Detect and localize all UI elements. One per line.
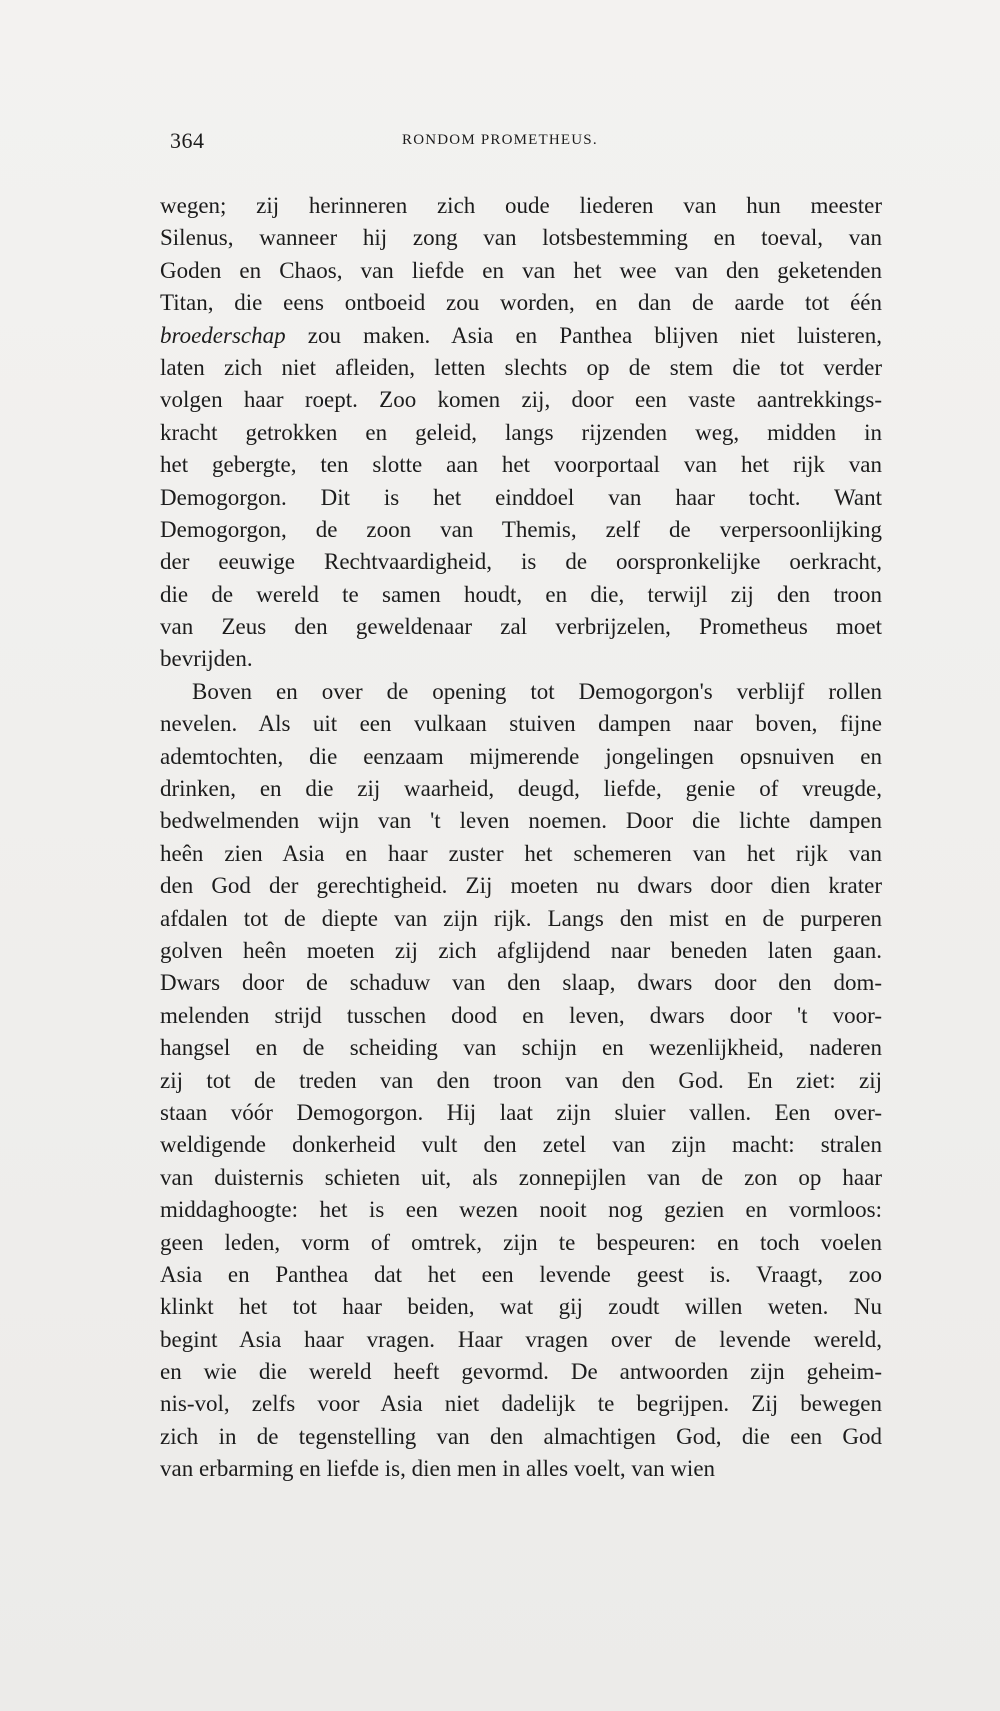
text-segment: golven heên moeten zij zich afglijdend naar beneden laten gaan.	[160, 937, 882, 963]
text-line	[160, 1129, 882, 1161]
text-line	[160, 352, 882, 384]
text-segment: hangsel en de scheiding van schijn en wezenlijkheid, naderen	[160, 1035, 882, 1061]
text-line	[160, 805, 882, 837]
text-segment: drinken, en die zij waarheid, deugd, liefde, genie of vreugde,	[160, 776, 882, 802]
text-segment: het gebergte, ten slotte aan het voorportaal van het rijk van	[160, 452, 882, 478]
text-line	[160, 579, 882, 611]
body-text	[160, 190, 882, 1486]
text-line	[160, 1259, 882, 1291]
text-segment: begint Asia haar vragen. Haar vragen over de levende wereld,	[160, 1326, 882, 1352]
text-segment: bedwelmenden wijn van 't leven noemen. Door die lichte dampen	[160, 808, 882, 834]
text-line	[160, 1032, 882, 1064]
text-segment: bevrijden.	[160, 646, 253, 672]
running-head: RONDOM PROMETHEUS.	[402, 132, 598, 148]
text-segment: middaghoogte: het is een wezen nooit nog gezien en vormloos:	[160, 1197, 882, 1223]
text-line	[160, 903, 882, 935]
text-segment: zich in de tegenstelling van den almachtigen God, die een God	[160, 1423, 882, 1449]
text-segment: volgen haar roept. Zoo komen zij, door een vaste aantrekkings-	[160, 387, 882, 413]
text-segment: Dwars door de schaduw van den slaap, dwars door den dom-	[160, 970, 882, 996]
text-line	[160, 546, 882, 578]
text-line	[160, 190, 882, 222]
text-line	[160, 1356, 882, 1388]
text-line	[160, 1162, 882, 1194]
text-line	[160, 449, 882, 481]
text-segment: Asia en Panthea dat het een levende geest is. Vraagt, zoo	[160, 1261, 882, 1287]
italic-text: broederschap	[160, 322, 286, 348]
text-line	[160, 482, 882, 514]
text-segment: weldigende donkerheid vult den zetel van zijn macht: stralen	[160, 1132, 882, 1158]
text-segment: van duisternis schieten uit, als zonnepijlen van de zon op haar	[160, 1164, 882, 1190]
text-segment: heên zien Asia en haar zuster het schemeren van het rijk van	[160, 840, 882, 866]
text-line	[160, 870, 882, 902]
text-line	[160, 643, 882, 675]
text-line	[160, 255, 882, 287]
text-segment: Boven en over de opening tot Demogorgon's verblijf rollen	[192, 678, 882, 704]
text-segment: zij tot de treden van den troon van den God. En ziet: zij	[160, 1067, 882, 1093]
text-line	[160, 676, 882, 708]
text-line	[160, 1227, 882, 1259]
text-segment: ademtochten, die eenzaam mijmerende jongelingen opsnuiven en	[160, 743, 882, 769]
text-segment: wegen; zij herinneren zich oude liederen van hun meester	[160, 193, 882, 218]
text-line	[160, 1388, 882, 1420]
text-segment: staan vóór Demogorgon. Hij laat zijn sluier vallen. Een over-	[160, 1099, 882, 1125]
page-number: 364	[170, 128, 205, 153]
text-segment: laten zich niet afleiden, letten slechts op de stem die tot verder	[160, 354, 882, 380]
text-line	[160, 320, 882, 352]
text-line	[160, 287, 882, 319]
text-segment: klinkt het tot haar beiden, wat gij zoudt willen weten. Nu	[160, 1294, 882, 1320]
text-segment: Silenus, wanneer hij zong van lotsbestemming en toeval, van	[160, 225, 882, 251]
text-segment: Demogorgon. Dit is het einddoel van haar tocht. Want	[160, 484, 882, 510]
text-segment: kracht getrokken en geleid, langs rijzenden weg, midden in	[160, 419, 882, 445]
text-segment: afdalen tot de diepte van zijn rijk. Langs den mist en de purperen	[160, 905, 882, 931]
page-header	[170, 128, 885, 158]
text-line	[160, 741, 882, 773]
text-line	[160, 708, 882, 740]
text-line	[160, 1065, 882, 1097]
text-line	[160, 1291, 882, 1323]
text-segment: Goden en Chaos, van liefde en van het wee van den geketenden	[160, 257, 882, 283]
text-segment: geen leden, vorm of omtrek, zijn te bespeuren: en toch voelen	[160, 1229, 882, 1255]
text-line	[160, 417, 882, 449]
text-line	[160, 222, 882, 254]
text-segment: nis-vol, zelfs voor Asia niet dadelijk te begrijpen. Zij bewegen	[160, 1391, 882, 1417]
text-line	[160, 935, 882, 967]
text-segment: die de wereld te samen houdt, en die, terwijl zij den troon	[160, 581, 882, 607]
text-segment: Titan, die eens ontboeid zou worden, en dan de aarde tot één	[160, 290, 882, 316]
text-segment: nevelen. Als uit een vulkaan stuiven dampen naar boven, fijne	[160, 711, 882, 737]
text-segment: melenden strijd tusschen dood en leven, dwars door 't voor-	[160, 1002, 882, 1028]
text-segment: den God der gerechtigheid. Zij moeten nu dwars door dien krater	[160, 873, 882, 899]
text-line	[160, 611, 882, 643]
text-segment: en wie die wereld heeft gevormd. De antwoorden zijn geheim-	[160, 1359, 882, 1385]
text-segment: Demogorgon, de zoon van Themis, zelf de verpersoonlijking	[160, 516, 882, 542]
text-line	[160, 838, 882, 870]
text-segment: van Zeus den geweldenaar zal verbrijzelen, Prometheus moet	[160, 614, 882, 640]
text-line	[160, 1194, 882, 1226]
text-line	[160, 384, 882, 416]
text-line	[160, 967, 882, 999]
text-segment: der eeuwige Rechtvaardigheid, is de oorspronkelijke oerkracht,	[160, 549, 882, 575]
text-segment: van erbarming en liefde is, dien men in alles voelt, van wien	[160, 1456, 716, 1482]
text-line	[160, 1097, 882, 1129]
text-segment: zou maken. Asia en Panthea blijven niet luisteren,	[285, 322, 882, 348]
text-line	[160, 1000, 882, 1032]
text-line	[160, 1453, 882, 1485]
text-line	[160, 1324, 882, 1356]
text-line	[160, 773, 882, 805]
text-line	[160, 1421, 882, 1453]
text-line	[160, 514, 882, 546]
